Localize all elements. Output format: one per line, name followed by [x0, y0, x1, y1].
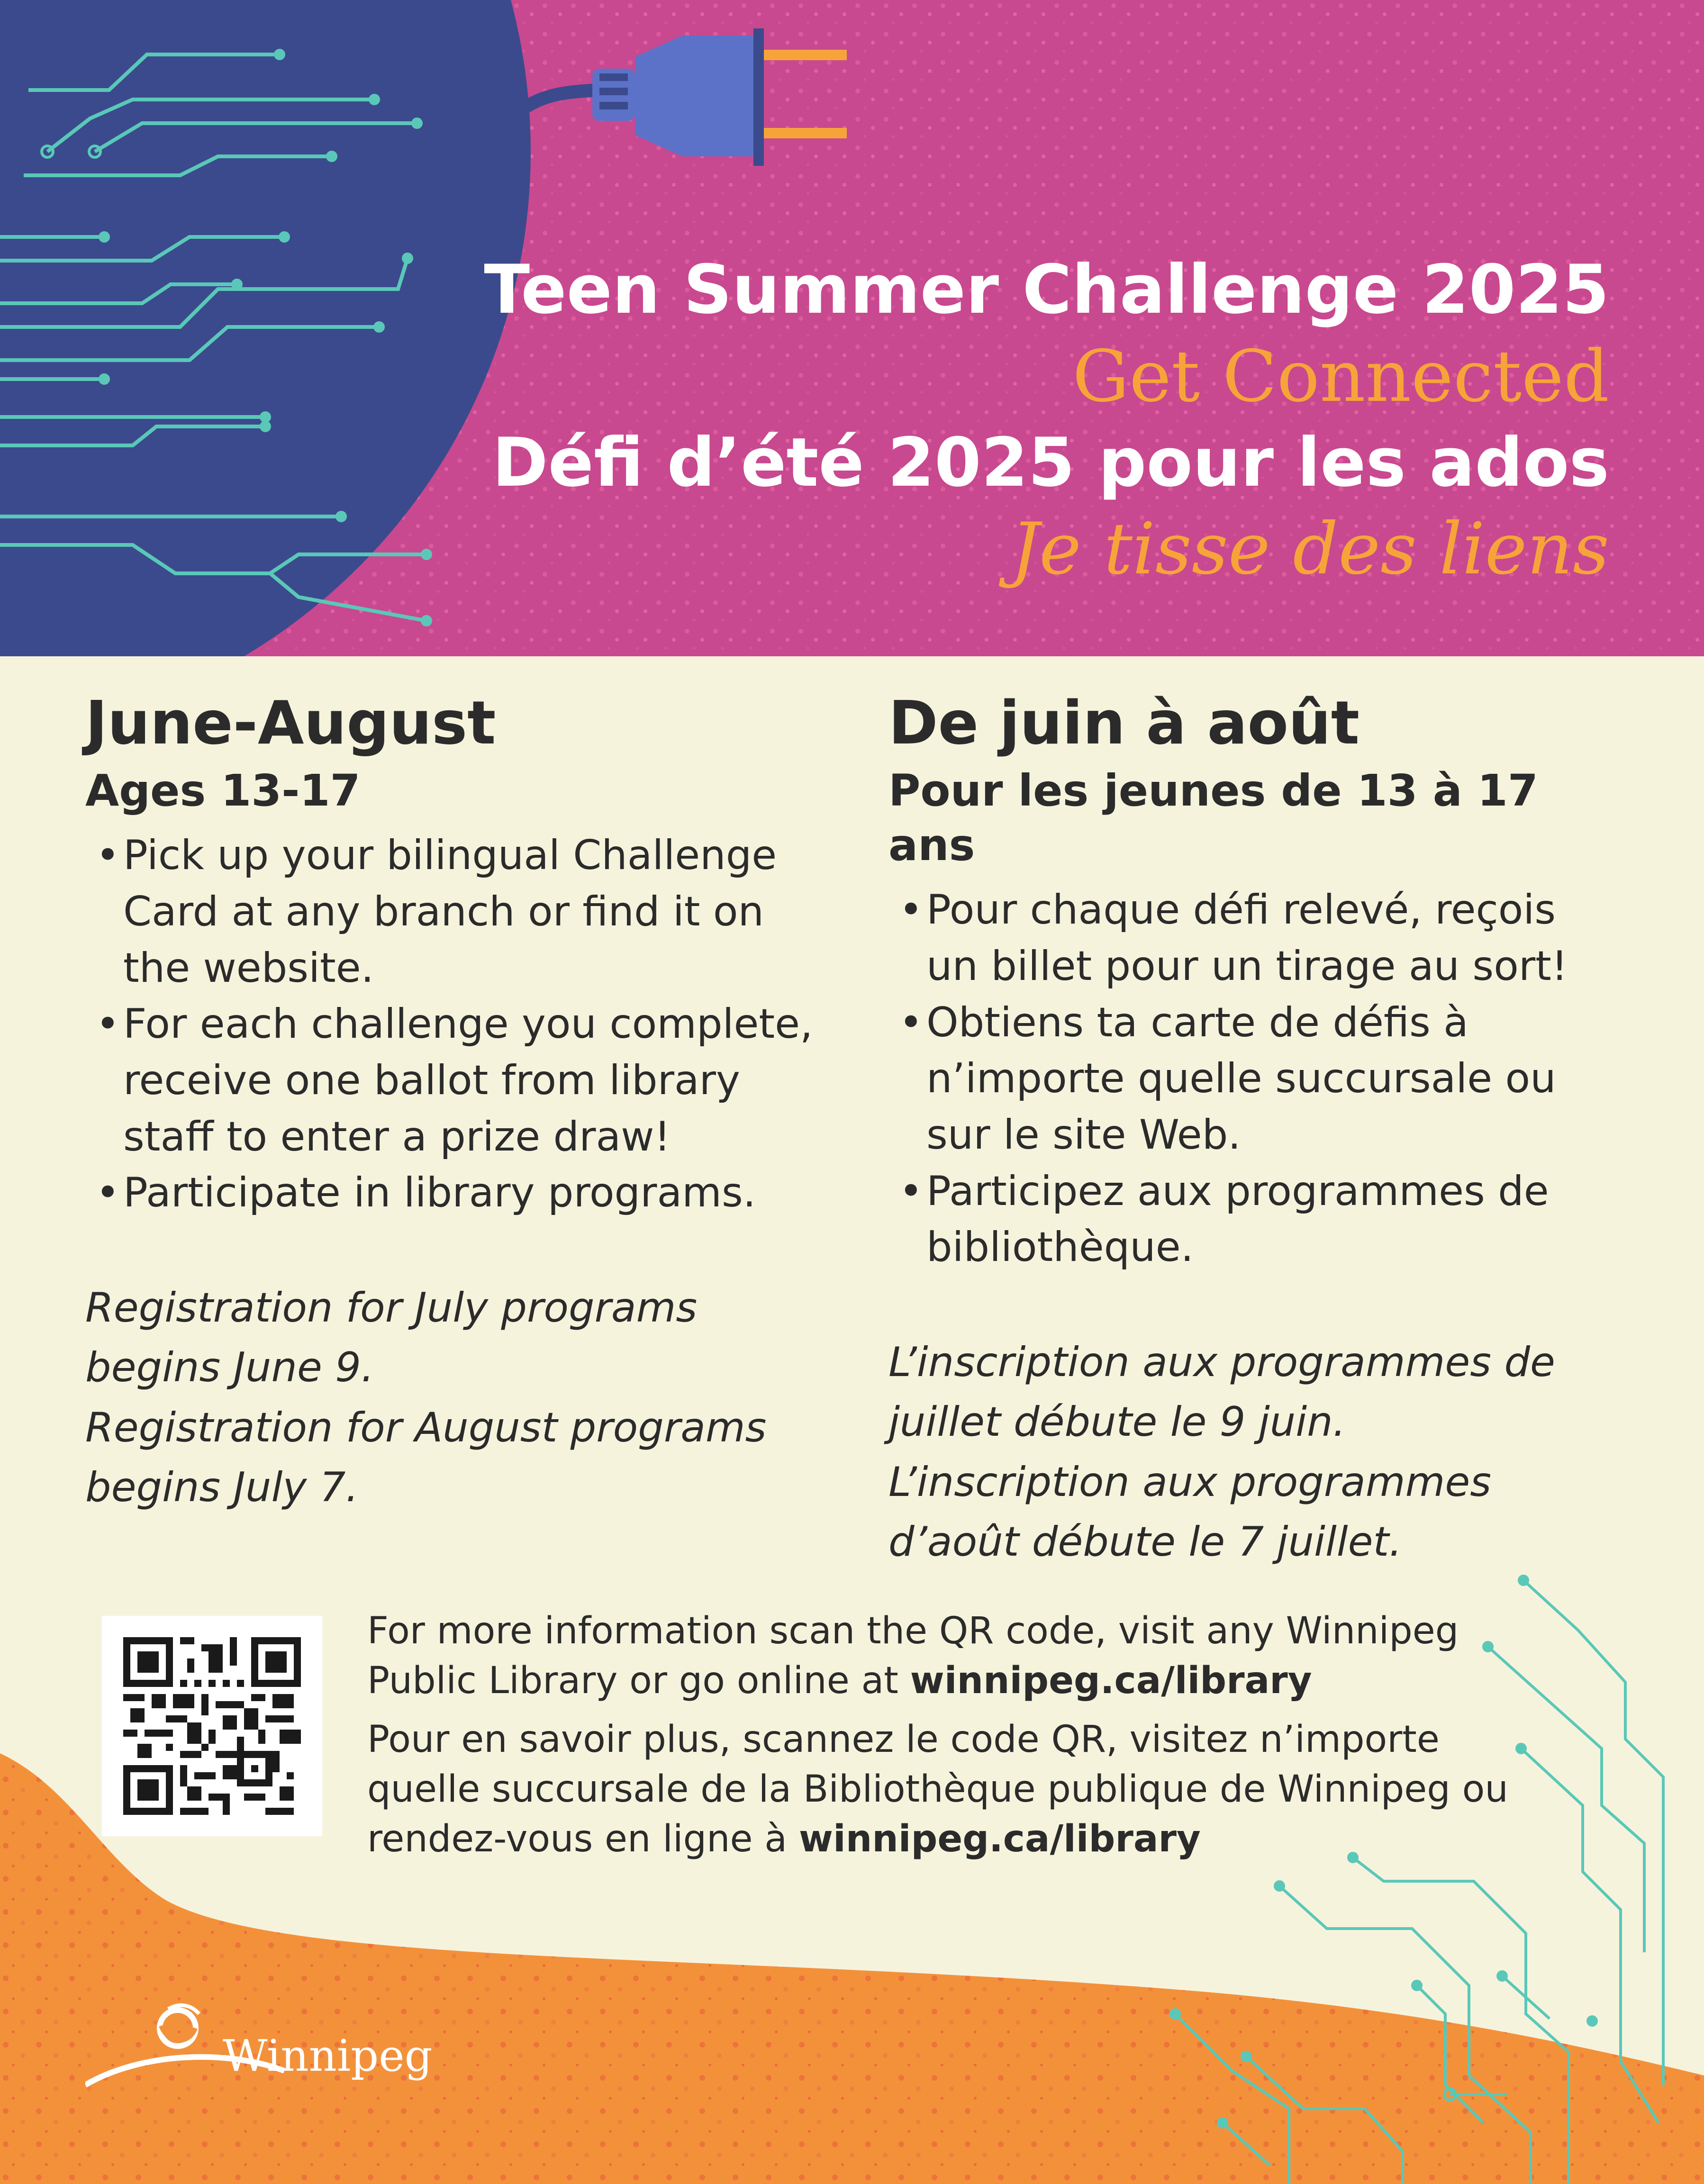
- info-french: [367, 1715, 1552, 1865]
- subtitle-en: Get Connected: [1072, 335, 1609, 418]
- french-column: [888, 687, 1618, 1572]
- list-item: • Pour chaque défi relevé, reçois un billet pour un tirage au sort!: [888, 882, 1618, 994]
- registration-line: L’inscription aux programmes de juillet débute le 9 juin.: [888, 1338, 1555, 1446]
- french-bullet-list: [888, 882, 1618, 1276]
- list-item: • Pick up your bilingual Challenge Card at any branch or find it on the website.: [85, 827, 825, 996]
- french-registration: [888, 1332, 1618, 1572]
- english-bullet-list: [85, 827, 825, 1221]
- info-block: [367, 1606, 1552, 1873]
- french-ages: Pour les jeunes de 13 à 17 ans: [888, 765, 1538, 871]
- english-ages: Ages 13-17: [85, 765, 361, 816]
- title-en: Teen Summer Challenge 2025: [484, 251, 1609, 329]
- logo-text: Winnipeg: [223, 2030, 433, 2081]
- info-english-text: For more information scan the QR code, visit any Winnipeg Public Library or go online at: [367, 1610, 1459, 1703]
- english-column: [85, 687, 825, 1518]
- registration-line: Registration for July programs begins June 9.: [85, 1284, 698, 1392]
- english-heading: June-August: [85, 688, 496, 758]
- subtitle-fr: Je tisse des liens: [1011, 508, 1609, 591]
- qr-pattern: [123, 1637, 301, 1815]
- registration-line: L’inscription aux programmes d’août débute le 7 juillet.: [888, 1458, 1492, 1566]
- qr-code: [102, 1616, 322, 1836]
- list-item: • For each challenge you complete, receive one ballot from library staff to enter a prize draw!: [85, 996, 825, 1165]
- header-banner: [0, 0, 1704, 656]
- english-registration: [85, 1278, 825, 1518]
- list-item: • Participez aux programmes de bibliothèque.: [888, 1163, 1618, 1276]
- library-link-en[interactable]: winnipeg.ca/library: [910, 1659, 1312, 1703]
- list-item: • Obtiens ta carte de défis à n’importe quelle succursale ou sur le site Web.: [888, 995, 1618, 1163]
- info-english: [367, 1606, 1552, 1706]
- title-block: [484, 246, 1609, 592]
- info-french-text: Pour en savoir plus, scannez le code QR, visitez n’importe quelle succursale de la Bibliothèque publique de Winnipeg ou rendez-vous en ligne à: [367, 1718, 1508, 1861]
- registration-line: Registration for August programs begins July 7.: [85, 1404, 767, 1512]
- french-heading: De juin à août: [888, 688, 1360, 758]
- library-link-fr[interactable]: winnipeg.ca/library: [798, 1818, 1201, 1861]
- list-item: • Participate in library programs.: [85, 1165, 825, 1221]
- title-fr: Défi d’été 2025 pour les ados: [492, 423, 1609, 502]
